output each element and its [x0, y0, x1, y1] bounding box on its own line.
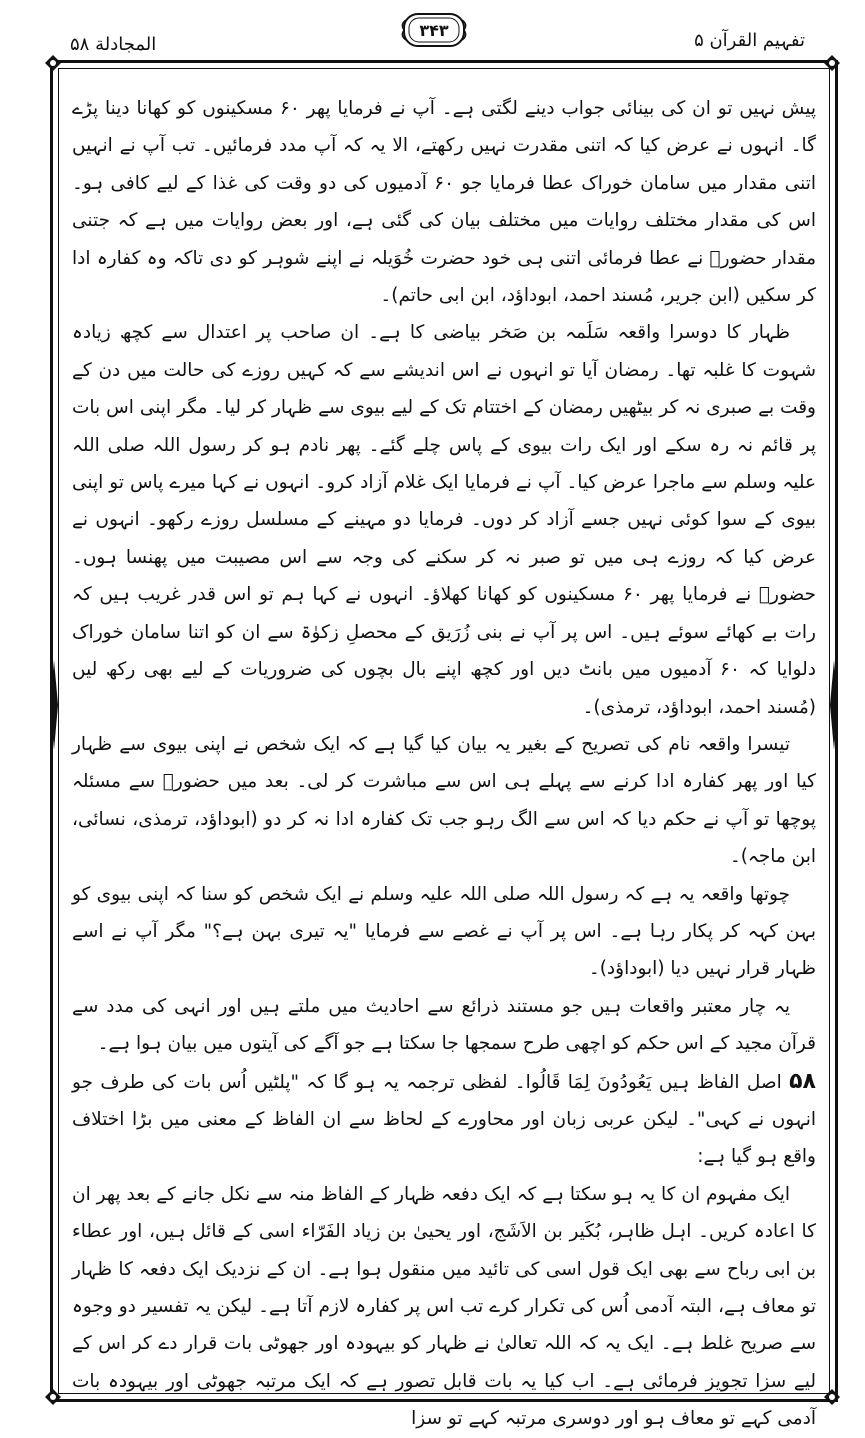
paragraph: ظہار کا دوسرا واقعہ سَلَمہ بن صَخر بیاضی کا ہے۔ ان صاحب پر اعتدال سے کچھ زیادہ شہوت کا غلبہ تھا۔ رمضان آیا تو انہوں نے اس اندیشے سے کہ کہیں روزے کی حالت میں دن کے وقت بے صبری نہ کر بیٹھیں رمضان کے اختتام تک کے لیے بیوی سے ظہار کر لیا۔ مگر اپنی اس بات پر قائم نہ رہ سکے اور ایک رات بیوی کے پاس چلے گئے۔ پھر نادم ہو کر رسول اللہ صلی اللہ علیہ وسلم سے ماجرا عرض کیا۔ آپ نے فرمایا ایک غلام آزاد کرو۔ انہوں نے کہا میرے پاس تو اپنی بیوی کے سوا کوئی نہیں جسے آزاد کر دوں۔ فرمایا دو مہینے کے مسلسل روزے رکھو۔ انہوں نے عرض کیا کہ روزے ہی میں تو صبر نہ کر سکنے کی وجہ سے اس مصیبت میں پھنسا ہوں۔ حضورؐ نے فرمایا پھر ۶۰ مسکینوں کو کھانا کھلاؤ۔ انہوں نے کہا ہم تو اس قدر غریب ہیں کہ رات بے کھائے سوئے ہیں۔ اس پر آپ نے بنی زُرَیق کے محصلِ زکوٰۃ سے ان کو اتنا سامان خوراک دلوایا کہ ۶۰ آدمیوں میں بانٹ دیں اور کچھ اپنے بال بچوں کی ضروریات کے لیے بھی رکھ لیں (مُسند احمد، ابوداؤد، ترمذی)۔ [72, 322, 816, 718]
paragraph: یہ چار معتبر واقعات ہیں جو مستند ذرائع سے احادیث میں ملتے ہیں اور انہی کی مدد سے قرآن مجید کے اس حکم کو اچھی طرح سمجھا جا سکتا ہے جو آگے کی آیتوں میں بیان ہوا ہے۔ [72, 995, 816, 1055]
page-header [0, 0, 865, 62]
commentary-body [72, 90, 817, 1430]
side-ornament-icon [830, 660, 838, 750]
corner-ornament-icon [44, 1388, 62, 1406]
surah-reference: المجادلة ۵۸ [70, 34, 157, 55]
paragraph: چوتھا واقعہ یہ ہے کہ رسول اللہ صلی اللہ علیہ وسلم نے ایک شخص کو سنا کہ اپنی بیوی کو بہن کہہ کر پکار رہا ہے۔ اس پر آپ نے غصے سے فرمایا "یہ تیری بہن ہے؟" مگر آپ نے اسے ظہار قرار نہیں دیا (ابوداؤد)۔ [72, 883, 816, 980]
paragraph: پیش نہیں تو ان کی بینائی جواب دینے لگتی ہے۔ آپ نے فرمایا پھر ۶۰ مسکینوں کو کھانا دینا پڑے گا۔ انہوں نے عرض کیا کہ اتنی مقدرت نہیں رکھتے، الا یہ کہ آپ مدد فرمائیں۔ تب آپ نے انہیں اتنی مقدار میں سامان خوراک عطا فرمایا جو ۶۰ آدمیوں کی دو وقت کی غذا کے لیے کافی ہو۔ اس کی مقدار مختلف روایات میں مختلف بیان کی گئی ہے، اور بعض روایات میں ہے کہ جتنی مقدار حضورؐ نے عطا فرمائی اتنی ہی خود حضرت خُوَیلہ نے اپنے شوہر کو دی تاکہ وہ کفارہ ادا کر سکیں (ابن جریر، مُسند احمد، ابوداؤد، ابن ابی حاتم)۔ [72, 98, 817, 307]
book-title: تفہیم القرآن ۵ [694, 30, 805, 51]
footnote-text: اصل الفاظ ہیں یَعُودُونَ لِمَا قَالُوا۔ لفظی ترجمہ یہ ہو گا کہ "پلٹیں اُس بات کی طرف جو انہوں نے کہی"۔ لیکن عربی زبان اور محاورے کے لحاظ سے ان الفاظ کے معنی میں بڑا اختلاف واقع ہو گیا ہے: [72, 1071, 816, 1168]
corner-ornament-icon [44, 54, 62, 72]
footnote-number: ۵۸ [789, 1068, 816, 1094]
page-number-ornament [402, 10, 466, 50]
side-ornament-icon [50, 660, 58, 750]
corner-ornament-icon [823, 54, 841, 72]
paragraph: ایک مفہوم ان کا یہ ہو سکتا ہے کہ ایک دفعہ ظہار کے الفاظ منہ سے نکل جانے کے بعد پھر ان کا اعادہ کریں۔ اہل ظاہر، بُکَیر بن الاَشَج، اور یحییٰ بن زیاد الفَرّاء اسی کے قائل ہیں، اور عطاء بن ابی رباح سے بھی ایک قول اسی کی تائید میں منقول ہوا ہے۔ ان کے نزدیک ایک دفعہ کا ظہار تو معاف ہے، البتہ آدمی اُس کی تکرار کرے تب اس پر کفارہ لازم آتا ہے۔ لیکن یہ تفسیر دو وجوہ سے صریح غلط ہے۔ ایک یہ کہ اللہ تعالیٰ نے ظہار کو بیہودہ اور جھوٹی بات قرار دے کر اس کے لیے سزا تجویز فرمائی ہے۔ اب کیا یہ بات قابل تصور ہے کہ ایک مرتبہ جھوٹی اور بیہودہ بات آدمی کہے تو معاف ہو اور دوسری مرتبہ کہے تو سزا [72, 1183, 816, 1430]
footnote-paragraph [72, 1063, 816, 1176]
corner-ornament-icon [823, 1388, 841, 1406]
paragraph: تیسرا واقعہ نام کی تصریح کے بغیر یہ بیان کیا گیا ہے کہ ایک شخص نے اپنی بیوی سے ظہار کیا اور پھر کفارہ ادا کرنے سے پہلے ہی اس سے مباشرت کر لی۔ بعد میں حضورؐ سے مسئلہ پوچھا تو آپ نے حکم دیا کہ اس سے الگ رہو جب تک کفارہ ادا نہ کر دو (ابوداؤد، ترمذی، نسائی، ابن ماجہ)۔ [72, 733, 816, 868]
page-number: ۳۴۳ [419, 21, 449, 40]
